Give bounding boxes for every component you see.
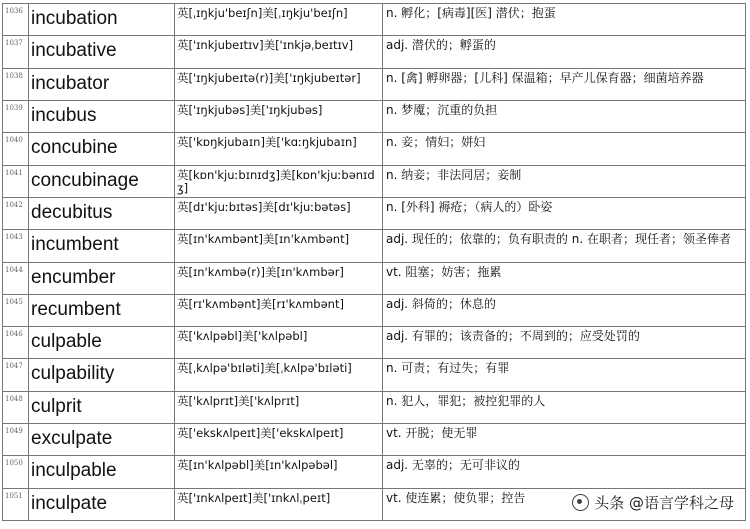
entry-pronunciation-cell	[175, 165, 383, 197]
entry-pronunciation-cell	[175, 197, 383, 229]
entry-pronunciation: 英[rɪ'kʌmbənt]美[rɪ'kʌmbənt]	[177, 296, 344, 311]
entry-definition-cell	[383, 456, 746, 488]
entry-definition-cell	[383, 294, 746, 326]
entry-number-cell	[3, 68, 29, 100]
entry-number-cell	[3, 391, 29, 423]
entry-definition: n. 纳妾；非法同居；妾制	[386, 167, 522, 182]
entry-word-cell	[29, 424, 175, 456]
entry-word-cell	[29, 262, 175, 294]
entry-definition-cell	[383, 68, 746, 100]
entry-pronunciation-cell	[175, 488, 383, 520]
entry-pronunciation: 英['ekskʌlpeɪt]美['ekskʌlpeɪt]	[177, 426, 344, 441]
entry-number-cell	[3, 424, 29, 456]
entry-pronunciation: 英[dɪ'kjuːbɪtəs]美[dɪ'kjuːbətəs]	[177, 199, 351, 214]
table-row	[3, 100, 746, 132]
entry-definition: n. 可责；有过失；有罪	[386, 361, 510, 376]
table-row	[3, 68, 746, 100]
table-row	[3, 456, 746, 488]
entry-word: incumbent	[31, 234, 119, 256]
entry-number-cell	[3, 36, 29, 68]
entry-pronunciation-cell	[175, 4, 383, 36]
table-row	[3, 197, 746, 229]
entry-number-cell	[3, 327, 29, 359]
entry-word: incubus	[31, 104, 97, 126]
entry-pronunciation: 英[ɪn'kʌmbənt]美[ɪn'kʌmbənt]	[177, 232, 350, 247]
entry-number-cell	[3, 262, 29, 294]
entry-pronunciation-cell	[175, 133, 383, 165]
table-row	[3, 327, 746, 359]
entry-pronunciation: 英['ɪŋkjubəs]美['ɪŋkjubəs]	[177, 102, 323, 117]
entry-word: concubine	[31, 137, 118, 159]
entry-definition: n. 孵化；[病毒][医] 潜伏；抱蛋	[386, 6, 556, 20]
entry-word: inculpable	[31, 460, 117, 482]
entry-number-cell	[3, 456, 29, 488]
entry-definition-cell	[383, 359, 746, 391]
entry-number-cell	[3, 197, 29, 229]
entry-definition-cell	[383, 197, 746, 229]
table-row	[3, 36, 746, 68]
entry-number: 1040	[5, 136, 23, 145]
table-row	[3, 359, 746, 391]
entry-word-cell	[29, 133, 175, 165]
entry-word: incubator	[31, 72, 110, 94]
table-row	[3, 133, 746, 165]
table-row	[3, 165, 746, 197]
entry-pronunciation: 英['kʌlprɪt]美['kʌlprɪt]	[177, 393, 300, 408]
entry-pronunciation: 英['kɒŋkjubaɪn]美['kɑːŋkjubaɪn]	[177, 135, 357, 150]
entry-word: concubinage	[31, 169, 139, 191]
entry-word: culpable	[31, 331, 102, 353]
entry-word-cell	[29, 230, 175, 262]
entry-pronunciation: 英['ɪnkʌlpeɪt]美['ɪnkʌlˌpeɪt]	[177, 490, 331, 505]
entry-pronunciation-cell	[175, 456, 383, 488]
entry-definition: adj. 有罪的；该责备的；不周到的；应受处罚的	[386, 329, 640, 344]
entry-pronunciation-cell	[175, 424, 383, 456]
entry-definition-cell	[383, 133, 746, 165]
entry-word-cell	[29, 488, 175, 520]
entry-number: 1039	[5, 103, 23, 112]
watermark	[570, 492, 736, 513]
entry-definition: adj. 无辜的；无可非议的	[386, 458, 520, 473]
entry-number: 1051	[5, 491, 23, 500]
entry-definition-cell	[383, 230, 746, 262]
camera-lens-icon	[572, 494, 589, 511]
entry-definition-cell	[383, 36, 746, 68]
entry-word: encumber	[31, 266, 116, 288]
entry-pronunciation: 英['ɪŋkjubeɪtə(r)]美['ɪŋkjubeɪtər]	[177, 70, 361, 85]
entry-definition: vt. 阻塞；妨害；拖累	[386, 264, 502, 279]
entry-definition: n. 妾；情妇；姘妇	[386, 135, 486, 150]
entry-pronunciation-cell	[175, 327, 383, 359]
entry-number: 1038	[5, 71, 23, 80]
entry-pronunciation-cell	[175, 230, 383, 262]
entry-word-cell	[29, 165, 175, 197]
entry-pronunciation-cell	[175, 262, 383, 294]
entry-word: incubative	[31, 40, 117, 62]
entry-definition: vt. 使连累；使负罪；控告	[386, 490, 526, 505]
entry-pronunciation-cell	[175, 36, 383, 68]
entry-number-cell	[3, 100, 29, 132]
entry-number: 1042	[5, 200, 23, 209]
entry-number-cell	[3, 359, 29, 391]
entry-word-cell	[29, 327, 175, 359]
entry-word: recumbent	[31, 298, 121, 320]
vocabulary-table	[2, 3, 746, 521]
entry-definition: adj. 斜倚的；休息的	[386, 296, 496, 311]
entry-word-cell	[29, 391, 175, 423]
entry-number: 1047	[5, 362, 23, 371]
entry-word-cell	[29, 456, 175, 488]
entry-word: culpability	[31, 363, 115, 385]
entry-definition: vt. 开脱；使无罪	[386, 426, 478, 441]
entry-number-cell	[3, 294, 29, 326]
entry-word-cell	[29, 197, 175, 229]
entry-word: exculpate	[31, 428, 113, 450]
table-row	[3, 230, 746, 262]
entry-number-cell	[3, 488, 29, 520]
entry-number: 1049	[5, 427, 23, 436]
entry-number-cell	[3, 230, 29, 262]
entry-pronunciation: 英[ɪn'kʌlpəbl]美[ɪn'kʌlpəbəl]	[177, 458, 338, 473]
entry-definition-cell	[383, 262, 746, 294]
entry-pronunciation: 英[ɪn'kʌmbə(r)]美[ɪn'kʌmbər]	[177, 264, 344, 279]
entry-definition-cell	[383, 165, 746, 197]
vocabulary-rows	[3, 4, 746, 521]
entry-pronunciation: 英['ɪnkjubeɪtɪv]美['ɪnkjəˌbeɪtɪv]	[177, 38, 354, 53]
entry-definition: adj. 潜伏的；孵蛋的	[386, 38, 496, 53]
entry-word: culprit	[31, 395, 82, 417]
entry-definition: n. 犯人，罪犯；被控犯罪的人	[386, 393, 546, 408]
entry-pronunciation-cell	[175, 391, 383, 423]
entry-number: 1037	[5, 39, 23, 48]
entry-number-cell	[3, 133, 29, 165]
entry-number: 1044	[5, 265, 23, 274]
entry-definition-cell	[383, 327, 746, 359]
entry-number: 1050	[5, 459, 23, 468]
entry-number: 1041	[5, 168, 23, 177]
entry-word-cell	[29, 4, 175, 36]
entry-definition: n. [外科] 褥疮；（病人的）卧姿	[386, 199, 553, 214]
entry-number: 1036	[5, 7, 23, 15]
table-row	[3, 4, 746, 36]
entry-number-cell	[3, 165, 29, 197]
entry-pronunciation-cell	[175, 100, 383, 132]
entry-word: decubitus	[31, 201, 113, 223]
entry-pronunciation: 英['kʌlpəbl]美['kʌlpəbl]	[177, 329, 308, 344]
entry-number: 1045	[5, 297, 23, 306]
entry-word-cell	[29, 359, 175, 391]
entry-pronunciation-cell	[175, 359, 383, 391]
entry-word-cell	[29, 36, 175, 68]
entry-word: inculpate	[31, 492, 108, 514]
entry-definition: n. [禽] 孵卵器；[儿科] 保温箱；早产儿保育器；细菌培养器	[386, 70, 704, 85]
entry-definition: adj. 现任的；依靠的；负有职责的 n. 在职者；现任者；领圣俸者	[386, 232, 731, 247]
entry-definition: n. 梦魇；沉重的负担	[386, 102, 498, 117]
entry-pronunciation-cell	[175, 68, 383, 100]
entry-word-cell	[29, 100, 175, 132]
table-row	[3, 294, 746, 326]
table-row	[3, 424, 746, 456]
entry-number-cell	[3, 4, 29, 36]
entry-pronunciation: 英[kɒn'kjuːbɪnɪdʒ]美[kɒn'kjuːbənɪdʒ]	[177, 167, 375, 195]
entry-definition-cell	[383, 391, 746, 423]
entry-word: incubation	[31, 8, 118, 29]
entry-pronunciation: 英[ˌkʌlpə'bɪləti]美[ˌkʌlpə'bɪləti]	[177, 361, 352, 376]
watermark-text: 头条 @语言学科之母	[594, 494, 734, 512]
entry-pronunciation: 英[ˌɪŋkju'beɪʃn]美[ˌɪŋkju'beɪʃn]	[177, 6, 348, 20]
entry-definition-cell	[383, 100, 746, 132]
table-row	[3, 391, 746, 423]
entry-number: 1048	[5, 394, 23, 403]
entry-number: 1043	[5, 233, 23, 242]
entry-word-cell	[29, 294, 175, 326]
entry-word-cell	[29, 68, 175, 100]
entry-definition-cell	[383, 4, 746, 36]
entry-number: 1046	[5, 330, 23, 339]
table-row	[3, 262, 746, 294]
entry-pronunciation-cell	[175, 294, 383, 326]
entry-definition-cell	[383, 424, 746, 456]
